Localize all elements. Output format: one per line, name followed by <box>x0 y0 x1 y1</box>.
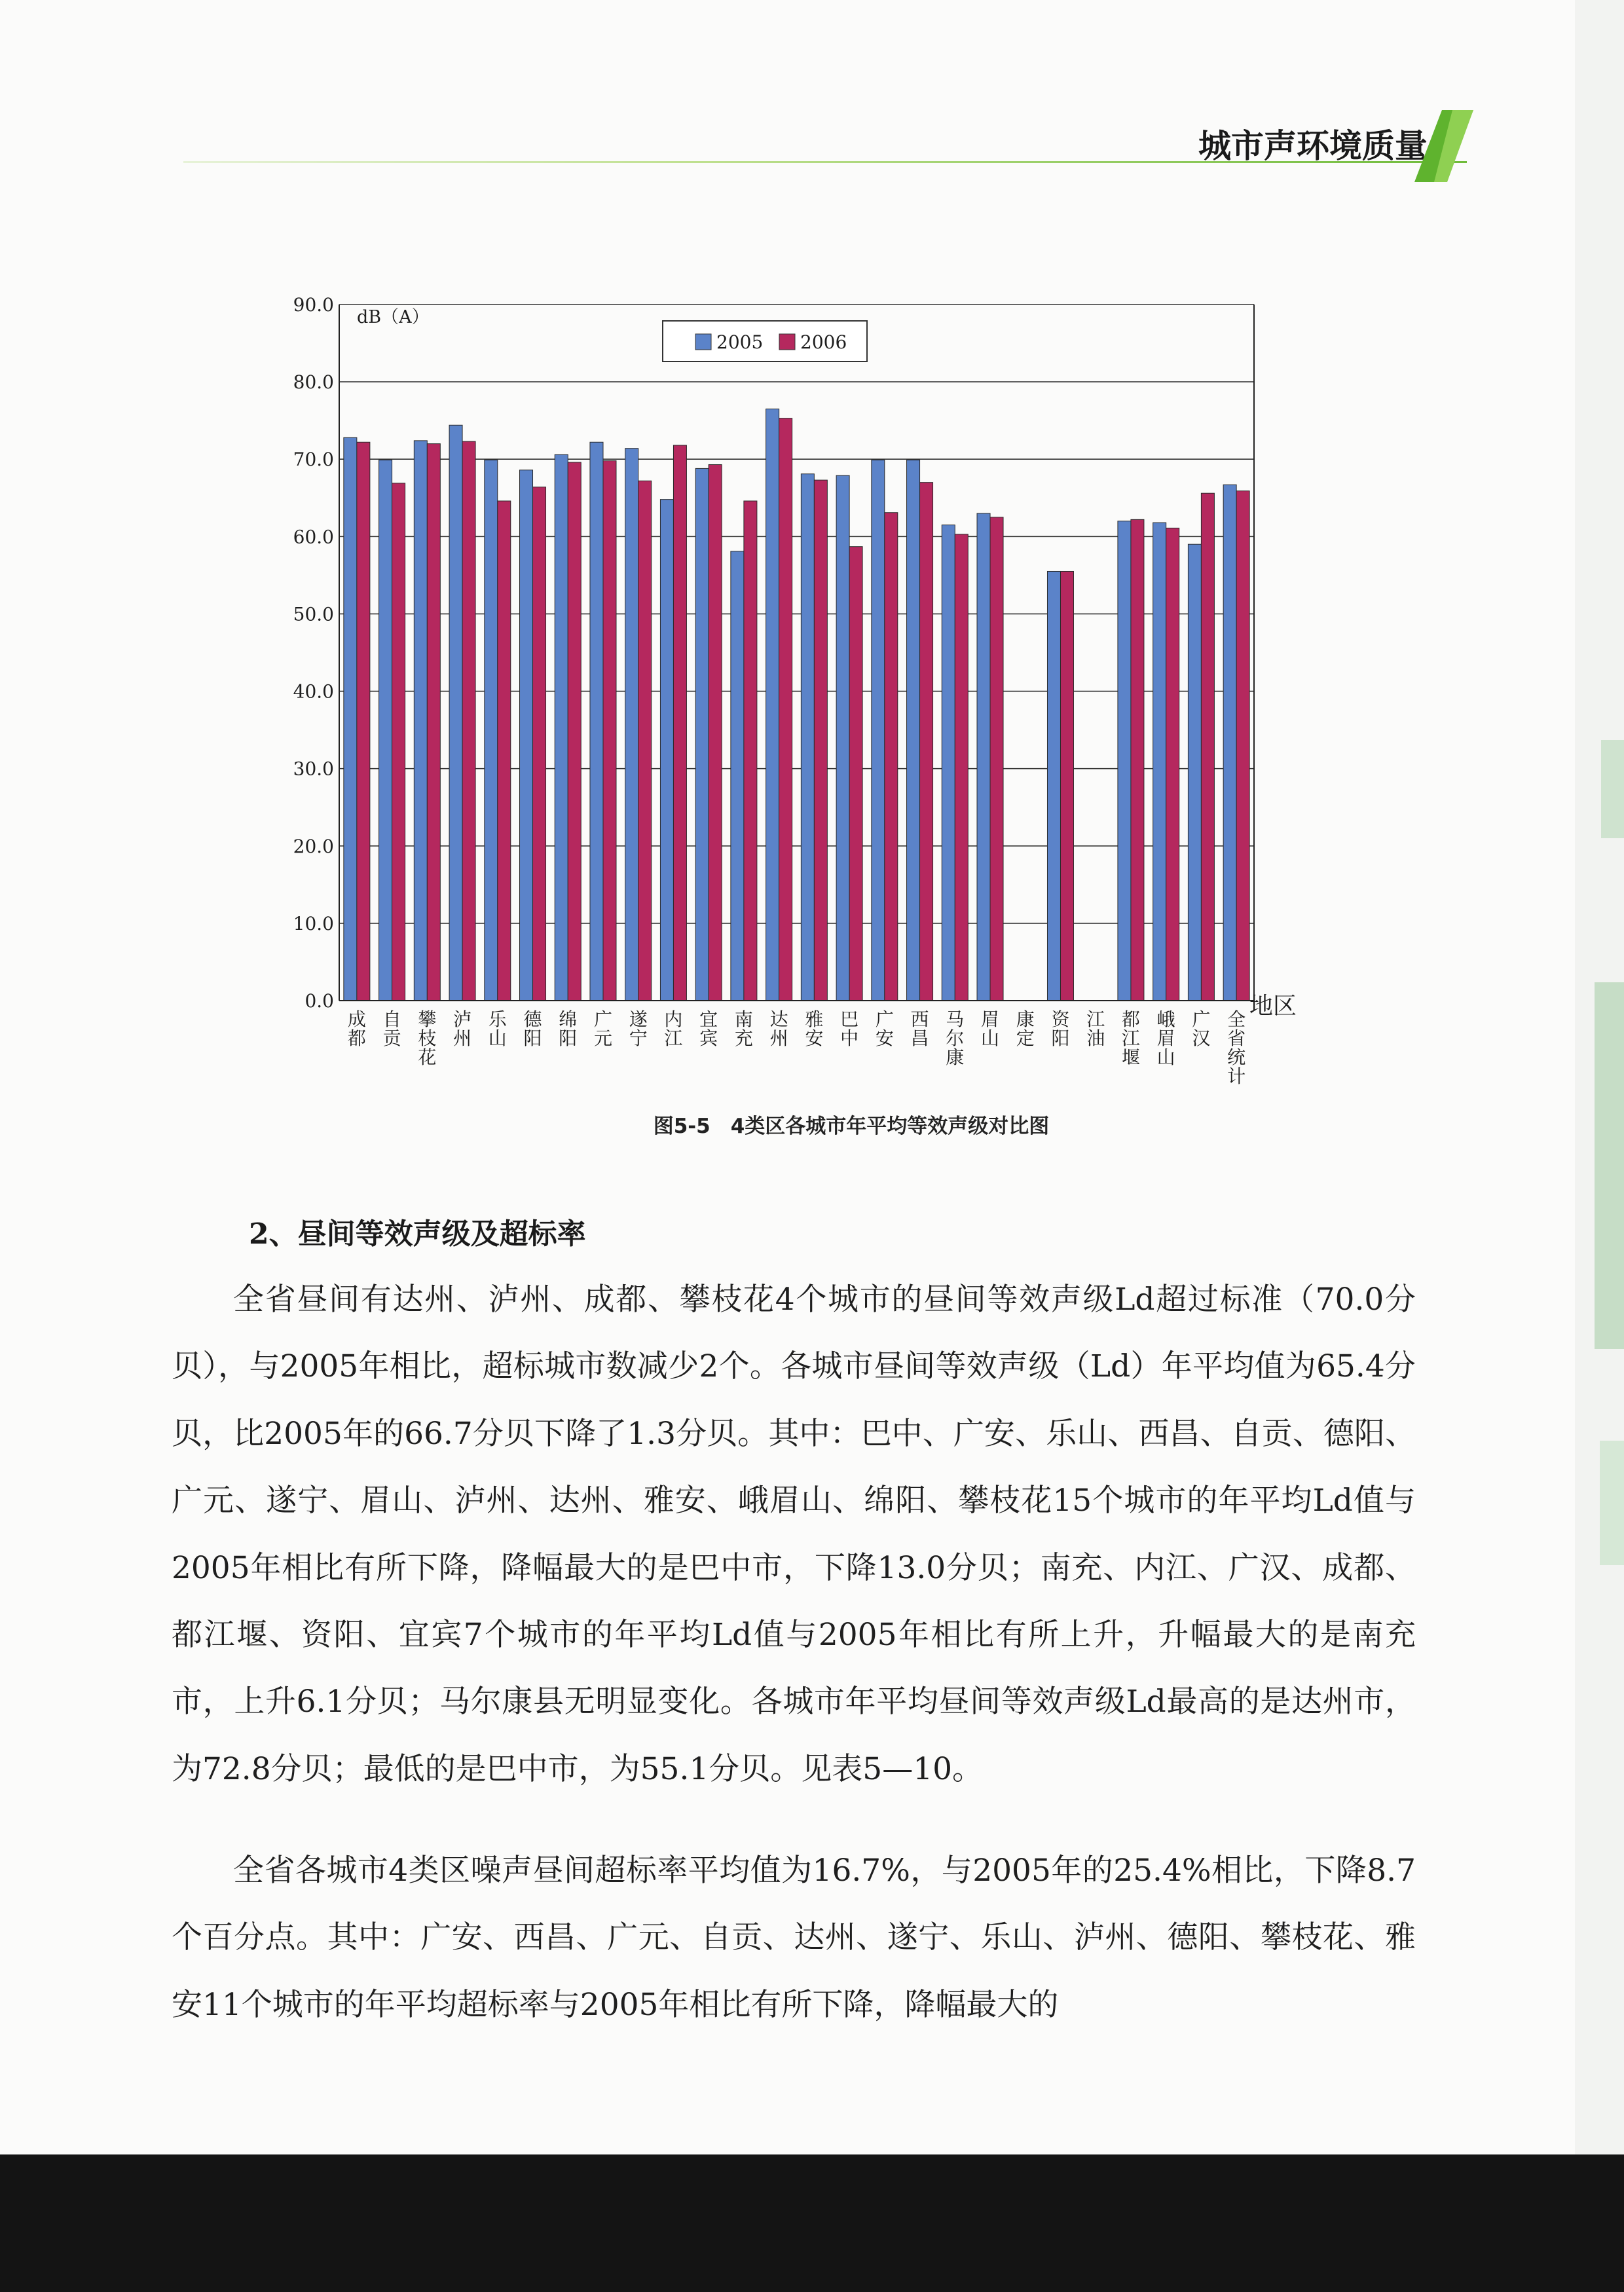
scan-background <box>0 2154 1624 2292</box>
y-tick-label: 80.0 <box>293 371 334 394</box>
bar-2005 <box>1223 485 1236 1001</box>
bar-2005 <box>485 460 498 1001</box>
bar-2006 <box>849 547 862 1001</box>
green-leaf-icon <box>1414 110 1473 182</box>
bar-2006 <box>1060 571 1073 1001</box>
section-subheading: 2、昼间等效声级及超标率 <box>249 1217 586 1251</box>
y-tick-label: 70.0 <box>293 449 334 471</box>
bar-2005 <box>555 454 568 1001</box>
bar-2006 <box>1236 491 1249 1001</box>
bar-2006 <box>744 501 757 1001</box>
bar-2005 <box>695 468 709 1001</box>
x-category-label: 乐山 <box>488 1008 507 1049</box>
bar-2005 <box>1153 523 1166 1001</box>
bar-2006 <box>498 501 511 1001</box>
x-category-labels <box>348 1008 1246 1087</box>
bar-2005 <box>379 460 392 1001</box>
axes <box>339 305 1254 1001</box>
legend-swatch-2006 <box>779 334 795 350</box>
x-category-label: 峨眉山 <box>1156 1008 1175 1068</box>
chart-legend <box>663 321 867 361</box>
bar-2005 <box>414 441 427 1001</box>
bar-2005 <box>1118 521 1131 1001</box>
legend-label-2006: 2006 <box>800 331 847 353</box>
bar-2005 <box>590 442 603 1001</box>
x-category-label: 广元 <box>593 1008 612 1049</box>
x-axis-label: 地区 <box>1249 993 1297 1020</box>
x-category-label: 广安 <box>875 1008 894 1049</box>
bar-2005 <box>942 525 955 1001</box>
bar-2006 <box>392 483 405 1001</box>
facing-page-graphic <box>1595 982 1624 1349</box>
legend-label-2005: 2005 <box>716 331 764 353</box>
bar-2006 <box>920 483 933 1001</box>
x-category-label: 巴中 <box>840 1008 859 1049</box>
x-category-label: 自贡 <box>382 1008 401 1049</box>
bar-2006 <box>1201 493 1214 1001</box>
bar-2006 <box>603 461 616 1001</box>
bar-2006 <box>779 418 792 1001</box>
figure-caption: 图5-5 4类区各城市年平均等效声级对比图 <box>653 1115 1050 1138</box>
x-category-label: 江油 <box>1086 1008 1105 1049</box>
grid-lines <box>339 305 1254 1001</box>
x-category-label: 雅安 <box>805 1008 824 1049</box>
bar-2005 <box>625 449 638 1001</box>
bar-2006 <box>885 513 898 1001</box>
bar-2006 <box>462 441 475 1001</box>
bars <box>344 409 1249 1001</box>
bar-2005 <box>1047 571 1060 1001</box>
bar-2005 <box>872 460 885 1001</box>
bar-2005 <box>1188 544 1201 1001</box>
bar-2006 <box>990 517 1003 1001</box>
x-category-label: 康定 <box>1016 1008 1035 1049</box>
x-category-label: 全省统计 <box>1227 1008 1246 1087</box>
bar-2005 <box>907 460 920 1001</box>
y-tick-label: 60.0 <box>293 526 334 548</box>
legend-swatch-2005 <box>695 334 711 350</box>
y-tick-label: 20.0 <box>293 835 334 857</box>
facing-page-graphic <box>1601 740 1624 838</box>
x-category-label: 都江堰 <box>1121 1008 1140 1068</box>
bar-2005 <box>836 475 849 1001</box>
bar-2006 <box>427 444 440 1001</box>
x-category-label: 内江 <box>664 1008 683 1049</box>
bar-2006 <box>709 464 722 1001</box>
bar-2006 <box>673 445 686 1001</box>
x-category-label: 西昌 <box>910 1008 929 1049</box>
y-axis-label: dB（A） <box>357 307 430 327</box>
bar-2006 <box>357 442 370 1001</box>
body-paragraph: 全省昼间有达州、泸州、成都、攀枝花4个城市的昼间等效声级Ld超过标准（70.0分贝），与2005年相比，超标城市数减少2个。各城市昼间等效声级（Ld）年平均值为65.4分贝，比2005年的66.7分贝下降了1.3分贝。其中：巴中、广安、乐山、西昌、自贡、德阳、广元、遂宁、眉山、泸州、达州、雅安、峨眉山、绵阳、攀枝花15个城市的年平均Ld值与2005年相比有所下降，降幅最大的是巴中市，下降13.0分贝；南充、内江、广汉、成都、都江堰、资阳、宜宾7个城市的年平均Ld值与2005年相比有所上升，升幅最大的是南充市，上升6.1分贝；马尔康县无明显变化。各城市年平均昼间等效声级Ld最高的是达州市，为72.8分贝；最低的是巴中市，为55.1分贝。见表5—10。 <box>172 1282 1416 1787</box>
bar-chart <box>262 282 1336 1126</box>
y-tick-label: 30.0 <box>293 758 334 780</box>
x-category-label: 达州 <box>769 1008 788 1049</box>
y-tick-label: 90.0 <box>293 294 334 316</box>
bar-2005 <box>449 425 462 1001</box>
y-tick-labels <box>293 294 334 1012</box>
x-category-label: 马尔康 <box>946 1008 965 1068</box>
bar-2006 <box>568 462 581 1001</box>
facing-page-edge <box>1575 0 1624 2154</box>
bar-2006 <box>955 534 968 1001</box>
bar-2005 <box>660 500 673 1001</box>
bar-2006 <box>533 487 546 1001</box>
y-tick-label: 0.0 <box>304 990 334 1012</box>
x-category-label: 德阳 <box>523 1008 542 1049</box>
bar-2005 <box>731 551 744 1001</box>
x-category-label: 泸州 <box>453 1008 472 1049</box>
y-tick-label: 50.0 <box>293 603 334 625</box>
section-title: 城市声环境质量 <box>1198 127 1428 165</box>
facing-page-graphic <box>1600 1441 1624 1565</box>
bar-2006 <box>638 481 652 1001</box>
bar-2006 <box>814 480 827 1001</box>
bar-2005 <box>977 513 990 1001</box>
x-category-label: 资阳 <box>1051 1008 1070 1049</box>
x-category-label: 广汉 <box>1192 1008 1211 1049</box>
bar-2006 <box>1166 528 1179 1001</box>
x-category-label: 宜宾 <box>699 1008 718 1049</box>
y-tick-label: 10.0 <box>293 912 334 934</box>
bar-2005 <box>344 437 357 1001</box>
body-paragraph: 全省各城市4类区噪声昼间超标率平均值为16.7%，与2005年的25.4%相比，下降8.7个百分点。其中：广安、西昌、广元、自贡、达州、遂宁、乐山、泸州、德阳、攀枝花、雅安11个城市的年平均超标率与2005年相比有所下降，降幅最大的 <box>172 1853 1416 2023</box>
bar-2005 <box>520 470 533 1001</box>
bar-2005 <box>766 409 779 1001</box>
x-category-label: 眉山 <box>981 1008 1000 1049</box>
x-category-label: 成都 <box>347 1008 366 1049</box>
x-category-label: 绵阳 <box>559 1008 578 1049</box>
bar-2006 <box>1131 519 1144 1001</box>
bar-2005 <box>801 474 814 1001</box>
x-category-label: 攀枝花 <box>418 1008 437 1068</box>
x-category-label: 南充 <box>734 1008 753 1049</box>
y-tick-label: 40.0 <box>293 680 334 703</box>
x-category-label: 遂宁 <box>629 1008 648 1049</box>
